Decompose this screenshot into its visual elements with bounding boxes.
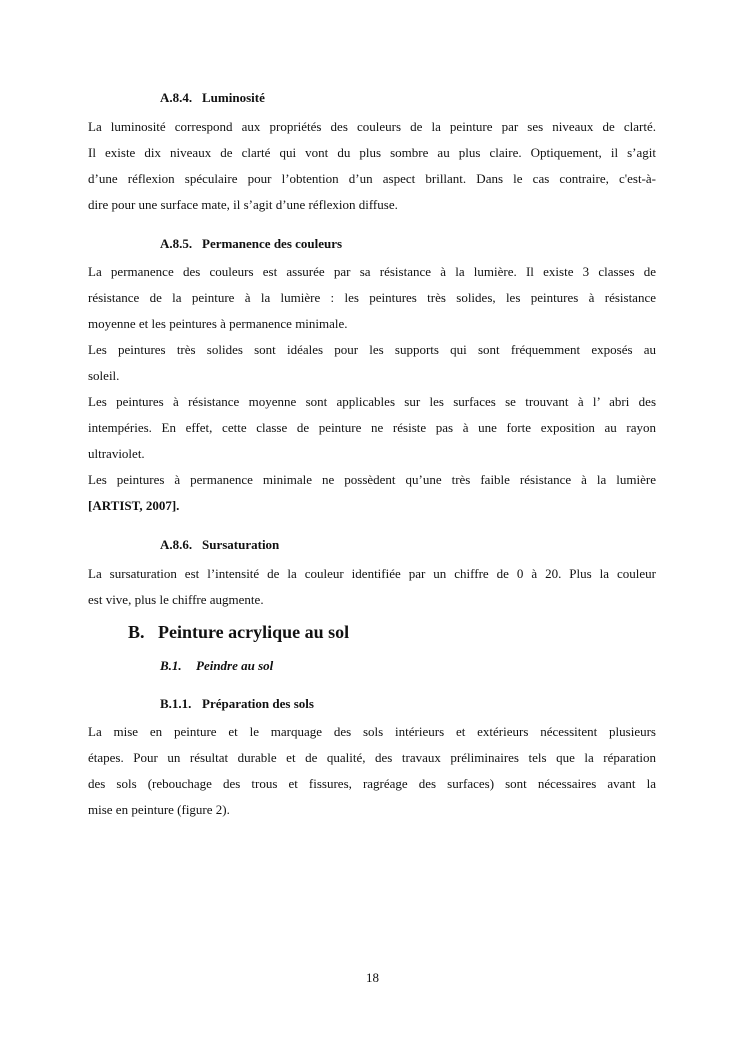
heading-number: A.8.4. [160, 90, 193, 105]
heading-number: B. [128, 622, 145, 642]
text-line: La mise en peinture et le marquage des sols intérieurs et extérieurs nécessitent plusieurs [88, 724, 656, 739]
text-line: mise en peinture (figure 2). [88, 802, 230, 817]
text-line [88, 493, 656, 519]
text-line: d’une réflexion spéculaire pour l’obtention d’un aspect brillant. Dans le cas contraire, c'est-à- [88, 171, 656, 186]
paragraph-sursaturation [88, 561, 656, 613]
text-line: La permanence des couleurs est assurée par sa résistance à la lumière. Il existe 3 classes de [88, 264, 656, 279]
heading-a85 [160, 236, 342, 252]
text-line: des sols (rebouchage des trous et fissures, ragréage des surfaces) sont nécessaires avant la [88, 776, 656, 791]
text-line: Les peintures à permanence minimale ne possèdent qu’une très faible résistance à la lumière [88, 472, 656, 487]
text-line: est vive, plus le chiffre augmente. [88, 592, 264, 607]
heading-b [128, 621, 349, 643]
heading-title: Peinture acrylique au sol [158, 622, 350, 642]
heading-number: A.8.6. [160, 537, 193, 552]
paragraph-permanence [88, 259, 656, 519]
text-line: La sursaturation est l’intensité de la couleur identifiée par un chiffre de 0 à 20. Plus la couleur [88, 566, 656, 581]
text-line: Les peintures à résistance moyenne sont applicables sur les surfaces se trouvant à l’ abri des [88, 394, 656, 409]
text-line: dire pour une surface mate, il s’agit d’une réflexion diffuse. [88, 197, 398, 212]
heading-title: Préparation des sols [202, 696, 314, 711]
paragraph-preparation [88, 719, 656, 823]
heading-title: Permanence des couleurs [202, 236, 343, 251]
heading-number: B.1. [160, 658, 182, 673]
text-line: Il existe dix niveaux de clarté qui vont du plus sombre au plus claire. Optiquement, il s’agit [88, 145, 656, 160]
text-line: soleil. [88, 368, 120, 383]
text-line: résistance de la peinture à la lumière : les peintures très solides, les peintures à résistance [88, 290, 656, 305]
text-line: La luminosité correspond aux propriétés des couleurs de la peinture par ses niveaux de clarté. [88, 119, 656, 134]
citation: [ARTIST, 2007]. [88, 498, 180, 513]
text-line: Les peintures très solides sont idéales pour les supports qui sont fréquemment exposés au [88, 342, 656, 357]
page-number: 18 [366, 970, 379, 985]
heading-title: Sursaturation [202, 537, 280, 552]
heading-title: Peindre au sol [196, 658, 274, 673]
paragraph-luminosite [88, 114, 656, 218]
text-line: étapes. Pour un résultat durable et de qualité, des travaux préliminaires tels que la réparation [88, 750, 656, 765]
text-line: moyenne et les peintures à permanence minimale. [88, 316, 348, 331]
heading-title: Luminosité [202, 90, 265, 105]
heading-a86 [160, 537, 279, 553]
text-line: ultraviolet. [88, 446, 145, 461]
heading-b11 [160, 696, 314, 712]
heading-number: A.8.5. [160, 236, 193, 251]
text-line: intempéries. En effet, cette classe de peinture ne résiste pas à une forte exposition au rayon [88, 420, 656, 435]
heading-a84 [160, 90, 265, 106]
heading-b1 [160, 658, 273, 674]
heading-number: B.1.1. [160, 696, 192, 711]
